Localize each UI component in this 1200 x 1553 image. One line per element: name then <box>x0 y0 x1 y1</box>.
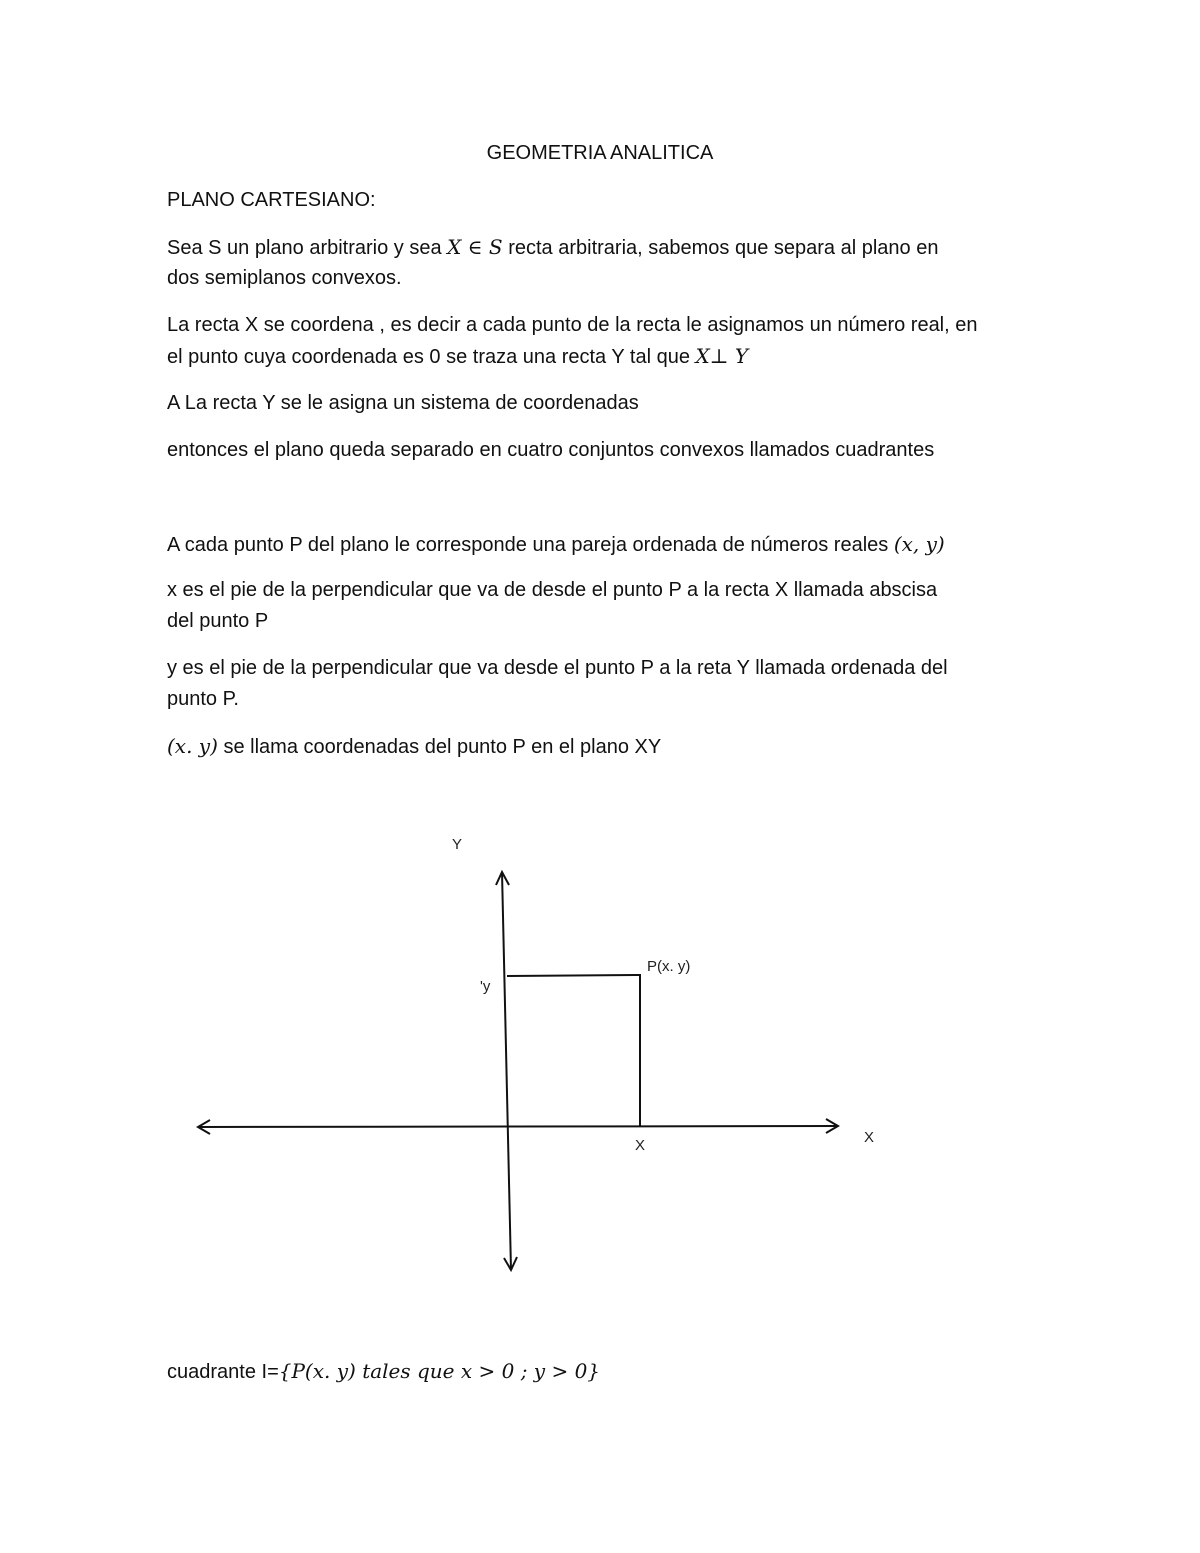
p1-text-b: recta arbitraria, sabemos que separa al plano en <box>502 237 939 259</box>
p9-math: {P(x. y) tales que x > 0 ; y > 0} <box>278 1359 601 1383</box>
paragraph-1-line-2: dos semiplanos convexos. <box>167 267 402 289</box>
p8-text: se llama coordenadas del punto P en el plano XY <box>217 736 662 758</box>
x-axis-label: X <box>864 1129 875 1146</box>
paragraph-9 <box>167 1359 600 1384</box>
p9-text: cuadrante I= <box>167 1361 279 1383</box>
paragraph-2-line-1: La recta X se coordena , es decir a cada punto de la recta le asignamos un número real, en <box>167 314 978 336</box>
y-tick-label: 'y <box>480 978 491 995</box>
paragraph-6-line-2: del punto P <box>167 610 269 632</box>
paragraph-6-line-1: x es el pie de la perpendicular que va de desde el punto P a la recta X llamada abscisa <box>167 579 938 601</box>
p2-text: el punto cuya coordenada es 0 se traza una recta Y tal que <box>167 346 696 368</box>
point-p-label: P(x. y) <box>647 958 691 975</box>
paragraph-7-line-1: y es el pie de la perpendicular que va desde el punto P a la reta Y llamada ordenada del <box>167 657 948 679</box>
x-axis <box>198 1126 838 1127</box>
x-tick-label: X <box>635 1137 646 1154</box>
y-axis-label: Y <box>452 836 463 853</box>
p5-math: (x, y) <box>893 532 945 556</box>
section-heading: PLANO CARTESIANO: <box>167 189 376 211</box>
y-axis <box>502 872 511 1270</box>
p8-math: (x. y) <box>167 734 218 758</box>
paragraph-3: A La recta Y se le asigna un sistema de coordenadas <box>167 392 639 414</box>
paragraph-4: entonces el plano queda separado en cuatro conjuntos convexos llamados cuadrantes <box>167 439 935 461</box>
p2-math: X⊥ Y <box>695 344 749 368</box>
horizontal-projection-line <box>507 975 641 976</box>
p5-text: A cada punto P del plano le corresponde una pareja ordenada de números reales <box>167 534 894 556</box>
paragraph-7-line-2: punto P. <box>167 688 239 710</box>
page-title: GEOMETRIA ANALITICA <box>486 142 714 164</box>
p1-text-a: Sea S un plano arbitrario y sea <box>167 237 448 259</box>
p1-math: X ∈ S <box>447 235 503 259</box>
